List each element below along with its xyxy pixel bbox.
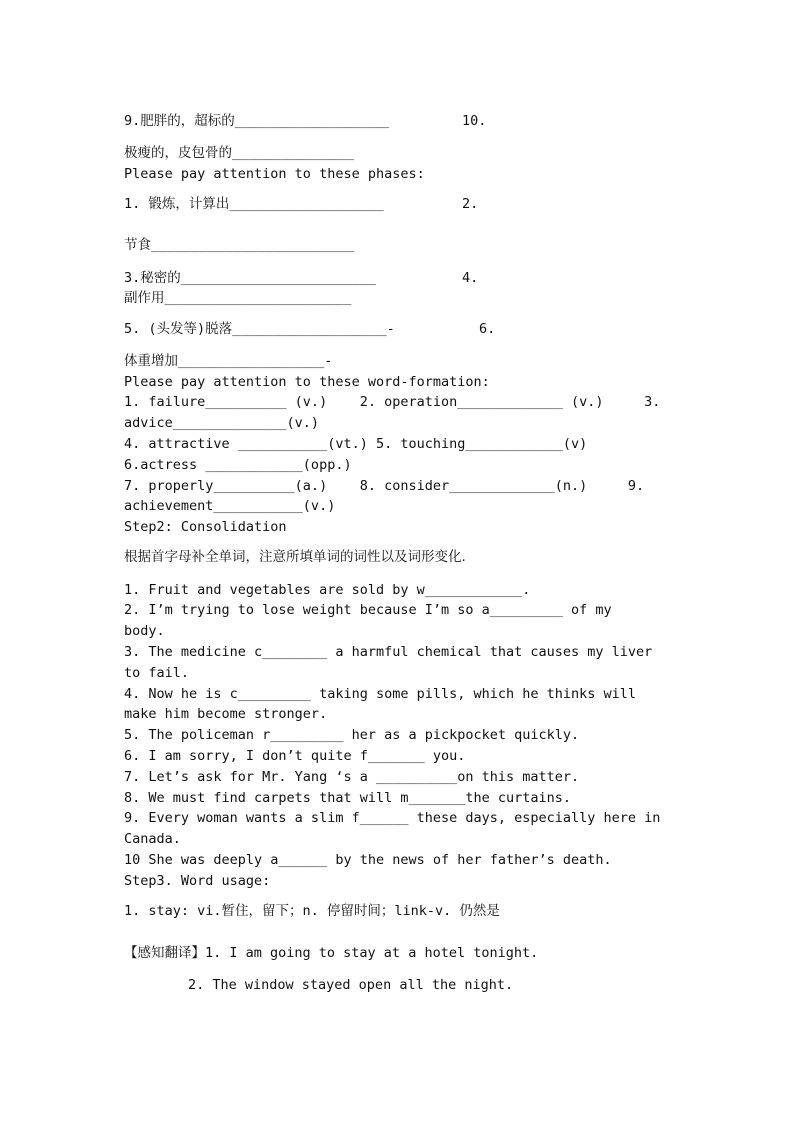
step2-heading: Step2: Consolidation: [124, 519, 287, 535]
translation-example-2: 2. The window stayed open all the night.: [188, 977, 514, 993]
phrase-item-1: 1. 锻炼，计算出___________________: [124, 196, 384, 212]
translation-example-1: 【感知翻译】1. I am going to stay at a hotel tonight.: [124, 945, 539, 961]
word-formation-row-4: 7. properly__________(a.) 8. consider_____________(n.) 9.: [124, 478, 645, 494]
phrase-item-3: 3.秘密的________________________: [124, 270, 376, 286]
sentence-2: 2. I’m trying to lose weight because I’m so a_________ of my: [124, 602, 612, 618]
sentence-2-cont: body.: [124, 623, 165, 639]
phrase-item-2-diet: 节食_________________________: [124, 237, 355, 253]
sentence-6: 6. I am sorry, I don’t quite f_______ you.: [124, 748, 466, 764]
word-formation-row-4b: achievement___________(v.): [124, 498, 336, 514]
phrase-item-2-number: 2.: [462, 196, 479, 212]
sentence-9: 9. Every woman wants a slim f______ these days, especially here in: [124, 810, 661, 826]
usage-stay: 1. stay: vi.暂住，留下；n. 停留时间；link-v. 仍然是: [124, 903, 500, 919]
word-formation-row-2: 4. attractive ___________(vt.) 5. touching____________(v): [124, 436, 588, 452]
word-formation-row-3: 6.actress ____________(opp.): [124, 457, 352, 473]
phrase-item-5: 5. (头发等)脱落___________________-: [124, 321, 395, 337]
sentence-4-cont: make him become stronger.: [124, 706, 328, 722]
phrase-item-4-side-effect: 副作用_______________________: [124, 290, 352, 306]
word-formation-heading: Please pay attention to these word-formation:: [124, 374, 490, 390]
word-formation-row-1: 1. failure__________ (v.) 2. operation_____________ (v.) 3.: [124, 394, 661, 410]
step2-instruction: 根据首字母补全单词，注意所填单词的词性以及词形变化.: [124, 549, 466, 565]
step3-heading: Step3. Word usage:: [124, 873, 271, 889]
phrases-heading: Please pay attention to these phases:: [124, 166, 425, 182]
phrase-item-4-number: 4.: [462, 270, 479, 286]
item-9-obese: 9.肥胖的，超标的___________________: [124, 113, 390, 129]
sentence-8: 8. We must find carpets that will m_______the curtains.: [124, 790, 572, 806]
sentence-3-cont: to fail.: [124, 665, 190, 681]
sentence-10: 10 She was deeply a______ by the news of her father’s death.: [124, 852, 612, 868]
sentence-9-cont: Canada.: [124, 831, 181, 847]
phrase-item-6-number: 6.: [479, 321, 496, 337]
phrase-item-6-weight-gain: 体重增加__________________-: [124, 353, 333, 369]
item-10-number: 10.: [462, 113, 487, 129]
sentence-5: 5. The policeman r_________ her as a pickpocket quickly.: [124, 727, 580, 743]
word-formation-row-1b: advice______________(v.): [124, 415, 320, 431]
sentence-4: 4. Now he is c_________ taking some pills, which he thinks will: [124, 686, 637, 702]
sentence-1: 1. Fruit and vegetables are sold by w____________.: [124, 582, 531, 598]
sentence-3: 3. The medicine c________ a harmful chemical that causes my liver: [124, 644, 653, 660]
sentence-7: 7. Let’s ask for Mr. Yang ‘s a __________on this matter.: [124, 769, 580, 785]
item-10-skinny: 极瘦的，皮包骨的_______________: [124, 145, 354, 161]
